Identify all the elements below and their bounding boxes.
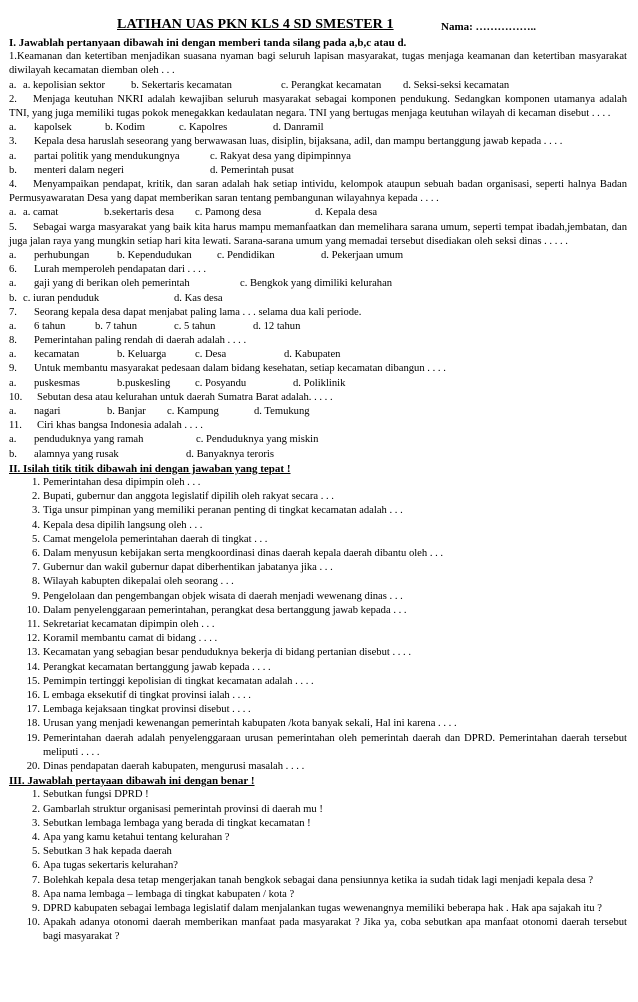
item-number: 1. [32,476,40,488]
section-2-heading: II. Isilah titik titik dibawah ini dengan jawaban yang tepat ! [9,462,291,475]
option-c: c. Penduduknya yang miskin [196,434,319,446]
question-1: 1.Keamanan dan ketertiban menjadikan suasana nyaman bagi seluruh lapisan masyarakat, tugas menjaga keamanan dan ketertiban masyarakat diwilayah kecamatan diemban oleh . . . [9,51,627,77]
item-number: 8. [32,888,40,900]
option-c: c. Desa [195,349,227,361]
item-number: 6. [32,860,40,872]
question-number: 6. [9,264,17,276]
item-number: 7. [32,874,40,886]
option-d: d. Kepala desa [315,207,378,219]
section-1-heading: I. Jawablah pertanyaan dibawah ini dengan memberi tanda silang pada a,b,c atau d. [9,37,407,49]
option-letter: a. [9,150,17,162]
item-number: 12. [26,633,40,645]
option-a: gaji yang di berikan oleh pemerintah [34,278,190,290]
section-2-list [9,476,627,774]
option-b: alamnya yang rusak [34,448,119,460]
section-2-item-19 [9,732,627,760]
question-11-options-row2 [9,448,627,462]
option-c: c. Kampung [167,406,219,418]
question-6 [9,263,627,277]
option-a: nagari [34,406,61,418]
option-letter: a. [9,434,17,446]
option-letter: a. [9,349,17,361]
question-3 [9,135,627,149]
item-text: Pemerintahan daerah adalah penyelenggaraan urusan pemerintahan oleh pemerintah daerah dan DPRD. Pemerintahan daerah tersebut meliputi . . . . [43,732,627,758]
item-text: Sebutkan 3 hak kepada daerah [43,846,172,858]
option-d: d. Danramil [273,122,324,134]
question-4 [9,178,627,206]
question-10 [9,391,627,405]
item-text: Lembaga kejaksaan tingkat provinsi disebut . . . . [43,704,251,716]
question-5 [9,221,627,249]
item-text: Wilayah kabupten dikepalai oleh seorang . . . [43,576,234,588]
item-text: Pemerintahan desa dipimpin oleh . . . [43,476,201,488]
question-number: 4. [9,178,17,190]
item-text: Sebutkan lembaga lembaga yang berada di tingkat kecamatan ! [43,817,311,829]
question-number: 8. [9,335,17,347]
item-number: 5. [32,846,40,858]
item-number: 2. [32,803,40,815]
option-letter: b. [9,292,17,304]
item-number: 17. [26,704,40,716]
question-text: Menyampaikan pendapat, kritik, dan saran adalah hak setiap intividu, kelompok ataupun sebuah badan organisasi, seperti halnya Badan Permusyawaratan Desa yang dapat memberikan saran tentang pembangunan wilayahnya kepada . . . . [9,178,627,205]
question-7 [9,306,627,320]
option-d: d. 12 tahun [253,320,301,332]
section-2-item-16 [9,689,627,703]
section-3-item-1 [9,788,627,802]
item-number: 13. [26,647,40,659]
item-number: 3. [32,817,40,829]
question-number: 2. [9,93,17,105]
section-3-item-8 [9,888,627,902]
section-2-item-3 [9,504,627,518]
option-c: c. Rakyat desa yang dipimpinnya [210,150,351,162]
item-text: Perangkat kecamatan bertanggung jawab kepada . . . . [43,661,271,673]
option-d: d. Kas desa [174,292,223,304]
option-a: kecamatan [34,349,80,361]
section-2-item-9 [9,590,627,604]
question-text: Untuk membantu masyarakat pedesaan dalam bidang kesehatan, setiap kecamatan dibangun . . . . [34,363,446,375]
option-b: b. Kodim [105,122,146,134]
section-3-heading: III. Jawablah pertayaan dibawah ini dengan benar ! [9,775,255,788]
option-letter: a. [9,278,17,290]
option-b: b. Sekertaris kecamatan [131,79,232,91]
item-text: Kepala desa dipilih langsung oleh . . . [43,519,203,531]
option-d: d. Temukung [254,406,310,418]
item-text: Apa yang kamu ketahui tentang kelurahan ? [43,832,230,844]
item-number: 5. [32,533,40,545]
option-b: b.sekertaris desa [104,207,175,219]
section-3-list [9,788,627,944]
item-number: 20. [26,761,40,773]
option-d: d. Banyaknya teroris [186,448,274,460]
option-d: d. Kabupaten [284,349,341,361]
option-c: c. Kapolres [179,122,228,134]
question-3-options-row1 [9,150,627,164]
item-number: 14. [26,661,40,673]
question-number: 9. [9,363,17,375]
item-number: 8. [32,576,40,588]
question-11-options-row1 [9,433,627,447]
option-d: d. Seksi-seksi kecamatan [403,79,510,91]
item-number: 1. [32,789,40,801]
question-6-options-row2 [9,292,627,306]
option-c: c. 5 tahun [174,320,216,332]
section-3-item-6 [9,859,627,873]
question-2 [9,93,627,121]
item-number: 18. [26,718,40,730]
question-text: Ciri khas bangsa Indonesia adalah . . . . [37,420,203,432]
question-8-options [9,348,627,362]
question-1-options [9,79,627,93]
section-2-item-12 [9,632,627,646]
option-letter: a. [9,249,17,261]
item-text: Pengelolaan dan pengembangan objek wisata di daerah menjadi wewenang dinas . . . [43,590,403,602]
option-d: d. Pemerintah pusat [210,164,294,176]
item-text: Bolehkah kepala desa tetap mengerjakan tanah bengkok sebagai dana pensiunnya ketika ia sudah tidak lagi menjadi kepala desa ? [43,874,594,886]
section-3-item-9 [9,902,627,916]
section-3-item-7 [9,874,627,888]
option-c: c. Pendidikan [217,249,275,261]
section-3-item-5 [9,845,627,859]
section-3-item-4 [9,831,627,845]
item-text: Apa tugas sekertaris kelurahan? [43,860,179,872]
name-field-label: Nama: …………….. [441,21,537,33]
item-text: Koramil membantu camat di bidang . . . . [43,633,218,645]
section-2-item-14 [9,661,627,675]
question-text: Sebagai warga masyarakat yang baik kita harus mampu memanfaatkan dan memelihara sarana umum, seperti tempat ibadah,jembatan, dan juga jalan raya yang mungkin setiap hari kita lewati. Sarana-sarana umum yang memadai tersebut disediakan oleh seksi dinas . . . . . [9,221,627,247]
option-a: puskesmas [34,377,80,389]
section-2-item-10 [9,604,627,618]
item-text: Sebutkan fungsi DPRD ! [43,789,149,801]
item-text: Dinas pendapatan daerah kabupaten, mengurusi masalah . . . . [43,761,305,773]
item-number: 7. [32,562,40,574]
item-text: Gubernur dan wakil gubernur dapat diberhentikan jabatanya jika . . . [43,562,333,574]
item-text: Apakah adanya otonomi daerah memberikan manfaat pada masyarakat ? Jika ya, coba sebutkan apa manfaat otonomi daerah tersebut bagi masyarakat ? [43,917,627,943]
page-title: LATIHAN UAS PKN KLS 4 SD SMESTER 1 [117,17,394,32]
option-letter: b. [9,164,17,176]
item-text: Dalam penyelenggaraan pemerintahan, perangkat desa bertanggung jawab kepada . . . [43,604,407,616]
item-text: Pemimpin tertinggi kepolisian di tingkat kecamatan adalah . . . . [43,675,314,687]
question-8 [9,334,627,348]
item-text: Sekretariat kecamatan dipimpin oleh . . . [43,619,215,630]
option-c: c. Posyandu [195,377,247,389]
question-6-options-row1 [9,277,627,291]
section-3-item-10 [9,916,627,944]
item-number: 6. [32,547,40,559]
question-number: 11. [9,420,22,432]
section-2-item-7 [9,561,627,575]
option-letter: a. [9,122,17,134]
section-2-item-4 [9,519,627,533]
option-a: partai politik yang mendukungnya [34,150,180,162]
question-number: 3. [9,136,17,148]
item-text: Dalam menyusun kebijakan serta mengkoordinasi dinas daerah kepala daerah dibantu oleh . . . [43,547,444,559]
option-b: b.puskesling [117,377,171,389]
section-2-item-15 [9,675,627,689]
option-letter: a. [9,320,17,332]
section-2-item-8 [9,575,627,589]
option-d: d. Poliklinik [293,377,346,389]
item-text: DPRD kabupaten sebagai lembaga legislatif dalam menjalankan tugas wewenangnya memiliki beberapa hak . Hak apa sajakah itu ? [43,903,602,915]
question-number: 10. [9,391,23,403]
section-2-item-20 [9,760,627,774]
option-b: b. Banjar [107,406,146,418]
item-number: 10. [26,604,40,616]
option-letter: b. [9,448,17,460]
question-text: Seorang kepala desa dapat menjabat paling lama . . . selama dua kali periode. [34,306,362,318]
option-b: b. Keluarga [117,349,167,361]
question-11 [9,419,627,433]
question-number: 7. [9,306,17,318]
header [9,12,627,36]
question-2-options [9,121,627,135]
question-7-options [9,320,627,334]
question-text: Menjaga keutuhan NKRI adalah kewajiban seluruh masyarakat sebagai komponen pendukung. Sedangkan komponen utamanya adalah TNI, yang juga memiliki tugas pokok menegakkan kedaulatan negara. TNI yang bertugas menjaga keutuhan wilayah di kecaman disebut . . . . [9,93,627,119]
option-a: penduduknya yang ramah [34,434,144,446]
option-letter: a. [9,79,17,91]
option-b: b. 7 tahun [95,320,138,332]
item-number: 19. [26,732,40,744]
item-number: 4. [32,519,40,531]
section-2-item-13 [9,646,627,660]
question-9 [9,362,627,376]
item-text: Kecamatan yang sebagian besar penduduknya bekerja di bidang pertanian disebut . . . . [43,647,412,659]
section-2-item-1 [9,476,627,490]
item-number: 9. [32,590,40,602]
option-c: c. Bengkok yang dimiliki kelurahan [240,278,393,290]
item-number: 16. [26,690,40,702]
item-number: 9. [32,903,40,915]
question-text: Kepala desa haruslah seseorang yang berwawasan luas, disiplin, bijaksana, adil, dan mampu bertanggung jawab kepada . . . . [34,136,563,148]
option-a: kapolsek [34,122,72,134]
question-text: Lurah memperoleh pendapatan dari . . . . [34,264,207,276]
item-number: 3. [32,505,40,517]
question-5-options [9,249,627,263]
option-a: 6 tahun [34,320,66,332]
item-text: Bupati, gubernur dan anggota legislatif dipilih oleh rakyat secara . . . [43,491,334,503]
option-a: perhubungan [34,249,90,261]
item-text: Apa nama lembaga – lembaga di tingkat kabupaten / kota ? [43,888,295,900]
item-text: Gambarlah struktur organisasi pemerintah provinsi di daerah mu ! [43,803,323,815]
section-2-item-5 [9,533,627,547]
section-2-item-17 [9,703,627,717]
section-2-item-2 [9,490,627,504]
item-number: 2. [32,491,40,503]
item-text: Tiga unsur pimpinan yang memiliki peranan penting di tingkat kecamatan adalah . . . [43,505,403,517]
item-number: 4. [32,832,40,844]
item-text: Camat mengelola pemerintahan daerah di tingkat . . . [43,533,268,545]
item-text: L embaga eksekutif di tingkat provinsi ialah . . . . [43,690,251,702]
item-text: Urusan yang menjadi kewenangan pemerintah kabupaten /kota banyak sekali, Hal ini karena . . . . [43,718,457,730]
question-3-options-row2 [9,164,627,178]
option-letter: a. [9,406,17,418]
option-b: c. iuran penduduk [23,292,100,304]
question-9-options [9,377,627,391]
option-d: d. Pekerjaan umum [321,249,404,261]
option-c: c. Pamong desa [195,207,262,219]
section-2-item-6 [9,547,627,561]
option-c: c. Perangkat kecamatan [281,79,382,91]
option-letter: a. [9,207,17,219]
item-number: 15. [26,675,40,687]
option-b: menteri dalam negeri [34,164,125,176]
option-a: a. camat [23,207,59,219]
section-2-item-18 [9,717,627,731]
item-number: 10. [26,917,40,929]
option-a: a. kepolisian sektor [23,79,106,91]
item-number: 11. [27,619,40,630]
question-4-options [9,206,627,220]
section-2-item-11 [9,618,627,632]
question-text: Sebutan desa atau kelurahan untuk daerah Sumatra Barat adalah. . . . . [37,391,333,403]
question-number: 5. [9,221,17,233]
section-3-item-2 [9,803,627,817]
question-10-options [9,405,627,419]
question-text: Pemerintahan paling rendah di daerah adalah . . . . [34,335,247,347]
section-3-item-3 [9,817,627,831]
option-b: b. Kependudukan [117,249,192,261]
option-letter: a. [9,377,17,389]
